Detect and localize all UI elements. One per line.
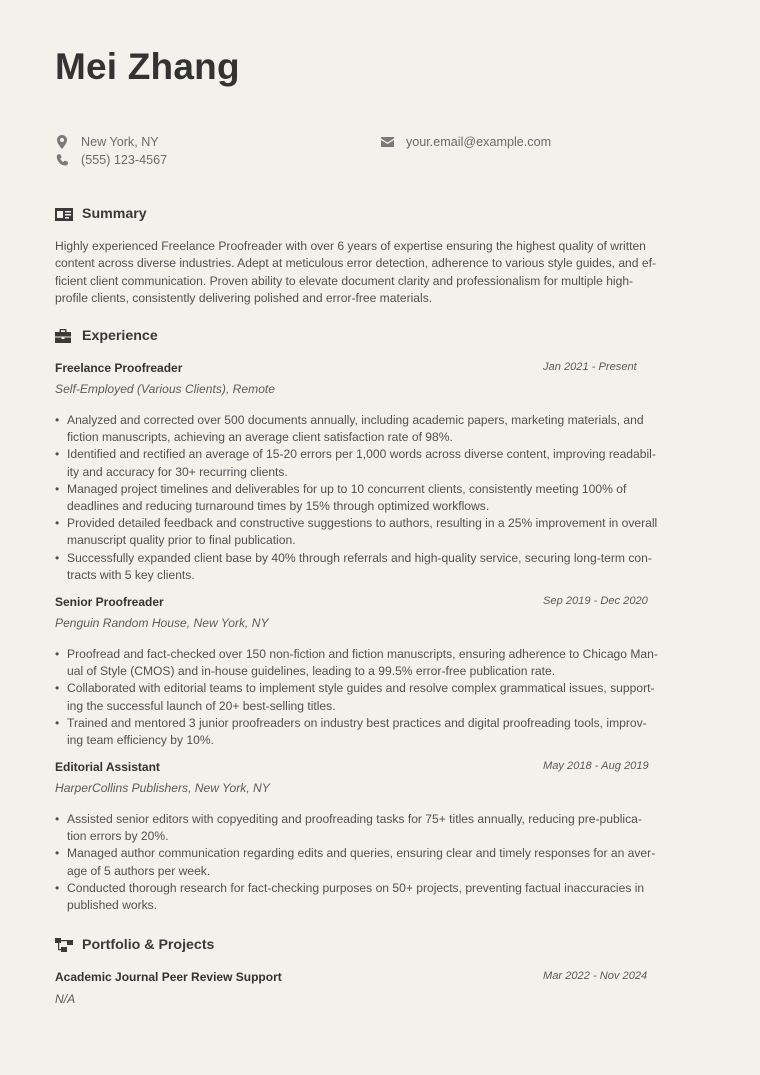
bullet-item: • Managed author communication regarding edits and queries, ensuring clear and timely responses for an aver- age of 5 authors per week. <box>55 845 715 879</box>
job-organization: Self-Employed (Various Clients), Remote <box>55 382 276 396</box>
map-marker-icon <box>55 135 69 149</box>
briefcase-icon <box>55 329 73 343</box>
job-date: May 2018 - Aug 2019 <box>543 760 649 772</box>
summary-line: content across diverse industries. Adept at meticulous error detection, adherence to various style guides, and ef- <box>55 256 656 271</box>
candidate-name: Mei Zhang <box>55 46 240 87</box>
bullet-item: • Provided detailed feedback and constructive suggestions to authors, resulting in a 25% improvement in overall manuscript quality prior to final publication. <box>55 515 715 549</box>
summary-line: Highly experienced Freelance Proofreader with over 6 years of expertise ensuring the highest quality of written <box>55 239 646 253</box>
id-card-icon <box>55 207 73 221</box>
bullet-item: • Managed project timelines and deliverables for up to 10 concurrent clients, consistently meeting 100% of deadlines and reducing turnaround times by 15% through optimized workflows. <box>55 481 715 515</box>
bullet-item: • Identified and rectified an average of 15-20 errors per 1,000 words across diverse content, improving readabil- ity and accuracy for 30+ recurring clients. <box>55 446 715 480</box>
job-bullets <box>55 811 715 914</box>
job-bullets <box>55 646 715 749</box>
job-organization: HarperCollins Publishers, New York, NY <box>55 781 270 795</box>
job-title: Editorial Assistant <box>55 760 160 774</box>
portfolio-heading <box>55 937 214 953</box>
bullet-item: • Conducted thorough research for fact-checking purposes on 50+ projects, preventing factual inaccuracies in published works. <box>55 880 715 914</box>
bullet-item: • Trained and mentored 3 junior proofreaders on industry best practices and digital proofreading tools, improv- ing team efficiency by 10%. <box>55 715 715 749</box>
phone-icon <box>55 153 69 167</box>
phone-text: (555) 123-4567 <box>81 153 168 167</box>
summary-line: profile clients, consistently delivering polished and error-free materials. <box>55 290 433 305</box>
project-diagram-icon <box>55 938 73 952</box>
email-text[interactable]: your.email@example.com <box>406 135 552 149</box>
job-date: Jan 2021 - Present <box>543 361 637 373</box>
project-organization: N/A <box>55 992 76 1006</box>
job-title: Freelance Proofreader <box>55 361 183 375</box>
job-date: Sep 2019 - Dec 2020 <box>543 595 648 607</box>
bullet-item: • Successfully expanded client base by 40% through referrals and high-quality service, securing long-term con- tracts with 5 key clients. <box>55 550 715 584</box>
experience-heading <box>55 328 158 344</box>
bullet-item: • Collaborated with editorial teams to implement style guides and resolve complex grammatical issues, support- ing the successful launch of 20+ best-selling titles. <box>55 680 715 714</box>
job-title: Senior Proofreader <box>55 595 164 609</box>
job-bullets <box>55 412 715 584</box>
bullet-item: • Analyzed and corrected over 500 documents annually, including academic papers, marketing materials, and fiction manuscripts, achieving an average client satisfaction rate of 98%. <box>55 412 715 446</box>
summary-title: Summary <box>82 206 147 222</box>
project-date: Mar 2022 - Nov 2024 <box>543 970 648 982</box>
portfolio-title: Portfolio & Projects <box>82 937 215 953</box>
contact-location <box>55 135 159 149</box>
location-text: New York, NY <box>81 135 159 149</box>
project-title: Academic Journal Peer Review Support <box>55 970 282 984</box>
experience-title: Experience <box>82 328 158 344</box>
summary-heading <box>55 206 147 222</box>
contact-email <box>380 135 551 149</box>
summary-line: ficient client communication. Proven ability to elevate document clarity and professionalism for multiple high- <box>55 273 634 288</box>
envelope-icon <box>380 135 394 149</box>
bullet-item: • Proofread and fact-checked over 150 non-fiction and fiction manuscripts, ensuring adherence to Chicago Man- ual of Style (CMOS) and in-house guidelines, leading to a 99.5% error-free publication rate. <box>55 646 715 680</box>
bullet-item: • Assisted senior editors with copyediting and proofreading tasks for 75+ titles annually, reducing pre-publica- tion errors by 20%. <box>55 811 715 845</box>
contact-phone <box>55 153 167 167</box>
job-organization: Penguin Random House, New York, NY <box>55 616 269 630</box>
summary-text <box>55 238 710 307</box>
